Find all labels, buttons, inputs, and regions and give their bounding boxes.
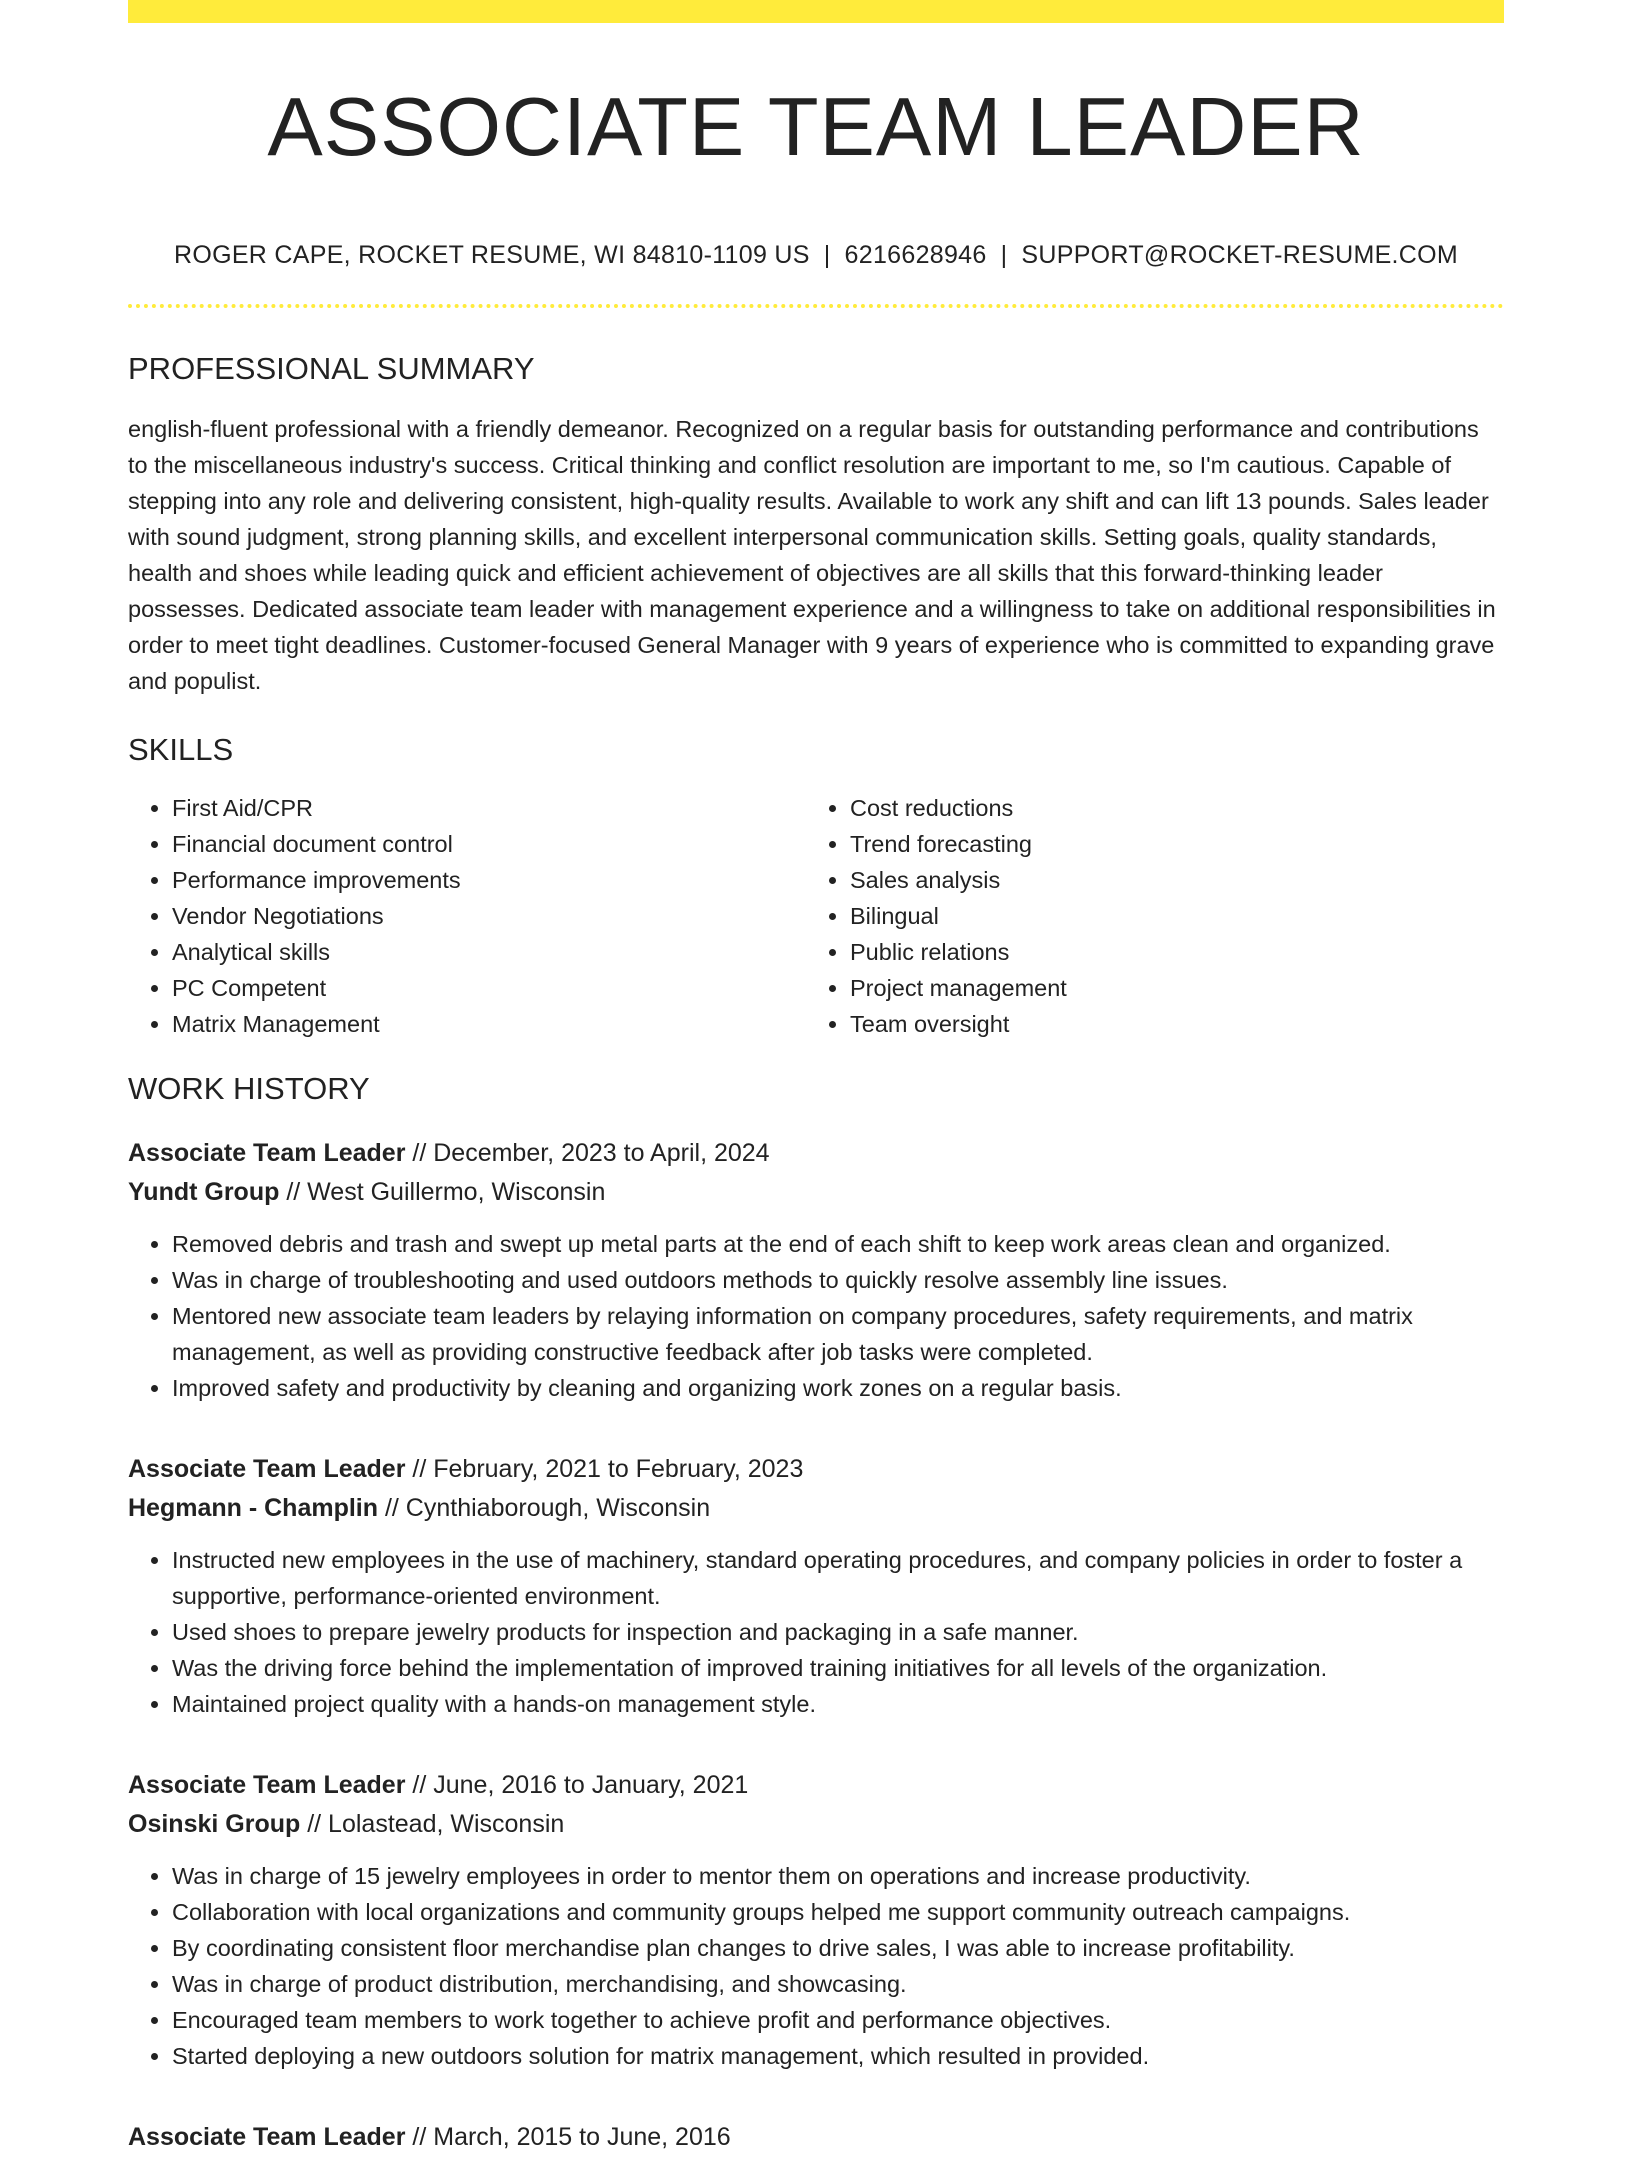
header-divider <box>128 304 1504 308</box>
contact-info <box>128 240 1504 270</box>
job-company: Osinski Group <box>128 1809 301 1838</box>
job-bullet: • Was in charge of 15 jewelry employees in order to mentor them on operations and increase productivity. <box>172 1858 1504 1894</box>
skill-item: • Team oversight <box>850 1006 1484 1042</box>
skill-item: • Project management <box>850 970 1484 1006</box>
job-entry <box>128 1766 1504 2074</box>
job-title: Associate Team Leader <box>128 1770 406 1799</box>
summary-heading: PROFESSIONAL SUMMARY <box>128 351 535 386</box>
skill-item: • Financial document control <box>172 826 806 862</box>
skills-column-left <box>128 790 806 1042</box>
skills-heading: SKILLS <box>128 732 234 768</box>
skill-item: • Bilingual <box>850 898 1484 934</box>
job-title: Associate Team Leader <box>128 2122 406 2151</box>
job-company: Hegmann - Champlin <box>128 1493 379 1522</box>
job-bullet: • Was the driving force behind the implementation of improved training initiatives for all levels of the organization. <box>172 1650 1504 1686</box>
job-bullet: • Encouraged team members to work together to achieve profit and performance objectives. <box>172 2002 1504 2038</box>
contact-separator: | <box>1000 241 1008 269</box>
job-title: Associate Team Leader <box>128 1454 406 1483</box>
skills-list <box>128 790 1504 1042</box>
job-title-line <box>128 1134 1504 1173</box>
accent-bar <box>128 0 1504 23</box>
job-title-line <box>128 1450 1504 1489</box>
job-title-line <box>128 2118 1504 2157</box>
job-company-line <box>128 1173 1504 1212</box>
job-bullet: • Collaboration with local organizations and community groups helped me support community outreach campaigns. <box>172 1894 1504 1930</box>
job-bullet: • Removed debris and trash and swept up metal parts at the end of each shift to keep work areas clean and organized. <box>172 1226 1504 1262</box>
job-bullet: • Improved safety and productivity by cleaning and organizing work zones on a regular basis. <box>172 1370 1504 1406</box>
job-dates: // February, 2021 to February, 2023 <box>412 1454 804 1483</box>
job-company-line <box>128 1489 1504 1528</box>
job-bullet: • Was in charge of troubleshooting and used outdoors methods to quickly resolve assembly line issues. <box>172 1262 1504 1298</box>
skill-item: • Analytical skills <box>172 934 806 970</box>
skill-item: • First Aid/CPR <box>172 790 806 826</box>
contact-separator: | <box>823 241 831 269</box>
job-bullet: • Instructed new employees in the use of machinery, standard operating procedures, and company policies in order to foster a supportive, performance-oriented environment. <box>172 1542 1504 1614</box>
skill-item: • Sales analysis <box>850 862 1484 898</box>
job-entry <box>128 2118 1504 2157</box>
job-bullets <box>128 1542 1504 1722</box>
job-dates: // December, 2023 to April, 2024 <box>412 1138 770 1167</box>
job-bullet: • Started deploying a new outdoors solution for matrix management, which resulted in provided. <box>172 2038 1504 2074</box>
work-history-heading: WORK HISTORY <box>128 1071 370 1107</box>
contact-address: ROGER CAPE, ROCKET RESUME, WI 84810-1109 US <box>173 241 810 269</box>
skill-item: • Cost reductions <box>850 790 1484 826</box>
job-bullet: • Mentored new associate team leaders by relaying information on company procedures, safety requirements, and matrix management, as well as providing constructive feedback after job tasks were completed. <box>172 1298 1504 1370</box>
job-location: // Cynthiaborough, Wisconsin <box>384 1493 711 1522</box>
job-bullet: • By coordinating consistent floor merchandise plan changes to drive sales, I was able to increase profitability. <box>172 1930 1504 1966</box>
job-dates: // March, 2015 to June, 2016 <box>412 2122 731 2151</box>
job-bullet: • Used shoes to prepare jewelry products for inspection and packaging in a safe manner. <box>172 1614 1504 1650</box>
resume-title: ASSOCIATE TEAM LEADER <box>267 80 1365 173</box>
job-location: // West Guillermo, Wisconsin <box>286 1177 606 1206</box>
contact-email: SUPPORT@ROCKET-RESUME.COM <box>1021 241 1459 269</box>
resume-page <box>128 0 1504 2157</box>
job-location: // Lolastead, Wisconsin <box>307 1809 565 1838</box>
skill-item: • Matrix Management <box>172 1006 806 1042</box>
job-entry <box>128 1450 1504 1722</box>
skill-item: • PC Competent <box>172 970 806 1006</box>
job-company-line <box>128 1805 1504 1844</box>
skill-item: • Performance improvements <box>172 862 806 898</box>
job-bullet: • Maintained project quality with a hands-on management style. <box>172 1686 1504 1722</box>
skills-column-right <box>806 790 1484 1042</box>
skill-item: • Public relations <box>850 934 1484 970</box>
job-entry <box>128 1134 1504 1406</box>
skill-item: • Trend forecasting <box>850 826 1484 862</box>
summary-text: english-fluent professional with a friendly demeanor. Recognized on a regular basis for outstanding performance and contributions to the miscellaneous industry's success. Critical thinking and conflict resolution are important to me, so I'm cautious. Capable of stepping into any role and delivering consistent, high-quality results. Available to work any shift and can lift 13 pounds. Sales leader with sound judgment, strong planning skills, and excellent interpersonal communication skills. Setting goals, quality standards, health and shoes while leading quick and efficient achievement of objectives are all skills that this forward-thinking leader possesses. Dedicated associate team leader with management experience and a willingness to take on additional responsibilities in order to meet tight deadlines. Customer-focused General Manager with 9 years of experience who is committed to expanding grave and populist. <box>128 416 1496 695</box>
job-bullets <box>128 1226 1504 1406</box>
job-bullet: • Was in charge of product distribution, merchandising, and showcasing. <box>172 1966 1504 2002</box>
contact-phone: 6216628946 <box>844 241 987 269</box>
job-title: Associate Team Leader <box>128 1138 406 1167</box>
job-company: Yundt Group <box>128 1177 280 1206</box>
job-title-line <box>128 1766 1504 1805</box>
job-dates: // June, 2016 to January, 2021 <box>412 1770 749 1799</box>
skill-item: • Vendor Negotiations <box>172 898 806 934</box>
job-bullets <box>128 1858 1504 2074</box>
